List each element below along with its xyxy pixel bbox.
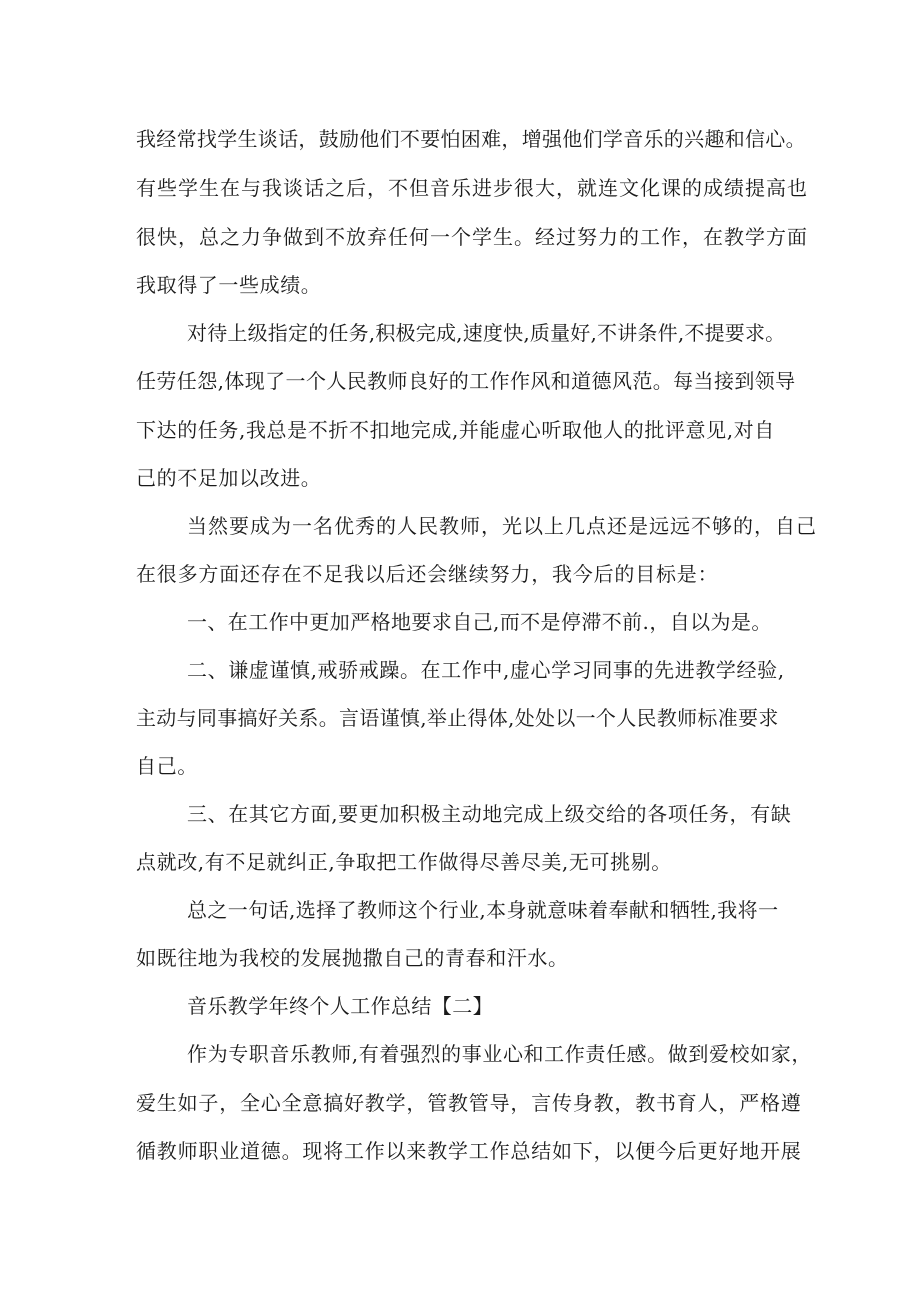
text-line: 己的不足加以改进。 — [136, 466, 322, 490]
text-line: 下达的任务,我总是不折不扣地完成,并能虚心听取他人的批评意见,对自 — [136, 418, 775, 442]
text-line: 点就改,有不足就纠正,争取把工作做得尽善尽美,无可挑剔。 — [136, 850, 672, 874]
text-line: 如既往地为我校的发展抛撒自己的青春和汗水。 — [136, 946, 569, 970]
text-line: 任劳任怨,体现了一个人民教师良好的工作作风和道德风范。每当接到领导 — [136, 369, 796, 393]
text-line: 我取得了一些成绩。 — [136, 273, 322, 297]
text-line: 总之一句话,选择了教师这个行业,本身就意味着奉献和牺牲,我将一 — [187, 898, 779, 922]
text-line: 在很多方面还存在不足我以后还会继续努力，我今后的目标是： — [136, 562, 719, 586]
text-line: 自己。 — [136, 754, 198, 778]
text-line: 二、谦虚谨慎,戒骄戒躁。在工作中,虚心学习同事的先进教学经验, — [187, 658, 785, 682]
text-line: 很快，总之力争做到不放弃任何一个学生。经过努力的工作，在教学方面 — [136, 225, 808, 249]
section-heading: 音乐教学年终个人工作总结【二】 — [187, 994, 493, 1018]
text-line: 当然要成为一名优秀的人民教师，光以上几点还是远远不够的，自己 — [187, 514, 817, 538]
text-line: 爱生如子，全心全意搞好教学，管教管导，言传身教，教书育人，严格遵 — [136, 1091, 802, 1115]
text-line: 我经常找学生谈话，鼓励他们不要怕困难，增强他们学音乐的兴趣和信心。 — [136, 127, 806, 151]
text-line: 三、在其它方面,要更加积极主动地完成上级交给的各项任务，有缺 — [187, 802, 792, 826]
text-line: 有些学生在与我谈话之后，不但音乐进步很大，就连文化课的成绩提高也 — [136, 176, 808, 200]
text-line: 一、在工作中更加严格地要求自己,而不是停滞不前.，自以为是。 — [187, 610, 772, 634]
text-line: 循教师职业道德。现将工作以来教学工作总结如下，以便今后更好地开展 — [136, 1139, 802, 1163]
text-line: 作为专职音乐教师,有着强烈的事业心和工作责任感。做到爱校如家， — [187, 1042, 812, 1066]
text-line: 主动与同事搞好关系。言语谨慎,举止得体,处处以一个人民教师标准要求 — [136, 706, 779, 730]
text-line: 对待上级指定的任务,积极完成,速度快,质量好,不讲条件,不提要求。 — [187, 321, 786, 345]
